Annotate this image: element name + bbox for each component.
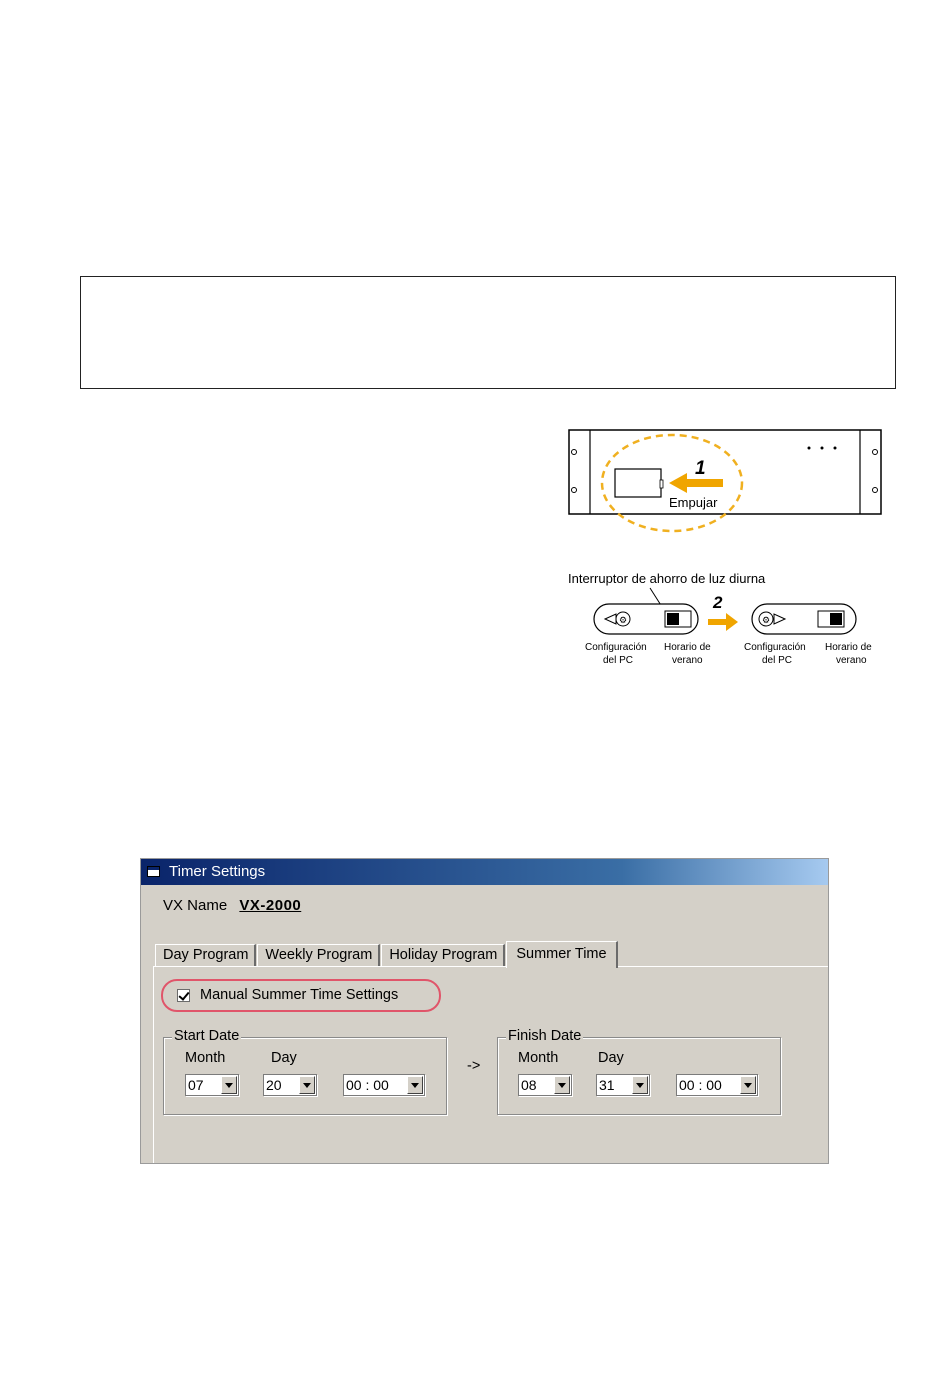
start-date-legend: Start Date bbox=[174, 1028, 240, 1044]
timer-settings-window bbox=[140, 858, 829, 1164]
finish-day-select[interactable] bbox=[596, 1074, 650, 1096]
start-day-value: 20 bbox=[266, 1077, 282, 1093]
svg-text:⚙: ⚙ bbox=[762, 615, 771, 625]
start-day-select[interactable] bbox=[263, 1074, 317, 1096]
finish-date-legend: Finish Date bbox=[508, 1028, 582, 1044]
push-label: Empujar bbox=[669, 495, 718, 510]
manual-summer-time-checkbox[interactable] bbox=[177, 989, 190, 1002]
tab-weekly-program[interactable]: Weekly Program bbox=[257, 944, 380, 967]
chevron-down-icon[interactable] bbox=[299, 1076, 315, 1094]
start-month-select[interactable] bbox=[185, 1074, 239, 1096]
finish-time-value: 00 : 00 bbox=[679, 1077, 722, 1093]
chevron-down-icon[interactable] bbox=[740, 1076, 756, 1094]
left-label-1b: Configuración bbox=[744, 642, 806, 653]
vx-name-label: VX Name bbox=[163, 897, 228, 914]
tab-summer-time[interactable]: Summer Time bbox=[506, 941, 617, 968]
right-label-2: verano bbox=[672, 655, 703, 666]
left-label-1: Configuración bbox=[585, 642, 647, 653]
left-label-2: del PC bbox=[603, 655, 634, 666]
window-icon bbox=[147, 866, 160, 877]
finish-month-select[interactable] bbox=[518, 1074, 572, 1096]
right-label-1b: Horario de bbox=[825, 642, 872, 653]
cover-panel bbox=[615, 469, 661, 497]
finish-time-select[interactable] bbox=[676, 1074, 758, 1096]
switch-title: Interruptor de ahorro de luz diurna bbox=[568, 571, 766, 586]
start-month-value: 07 bbox=[188, 1077, 204, 1093]
step-1-number: 1 bbox=[695, 458, 706, 479]
start-time-select[interactable] bbox=[343, 1074, 425, 1096]
finish-date-group bbox=[497, 1028, 781, 1115]
chevron-down-icon[interactable] bbox=[632, 1076, 648, 1094]
step-2-number: 2 bbox=[713, 593, 723, 612]
start-date-group bbox=[163, 1028, 447, 1115]
chevron-down-icon[interactable] bbox=[407, 1076, 423, 1094]
start-time-value: 00 : 00 bbox=[346, 1077, 389, 1093]
switch-figure bbox=[560, 568, 890, 678]
tab-strip bbox=[155, 943, 619, 967]
tab-holiday-program[interactable]: Holiday Program bbox=[381, 944, 505, 967]
chevron-down-icon[interactable] bbox=[554, 1076, 570, 1094]
window-title: Timer Settings bbox=[169, 863, 266, 880]
right-label-2b: verano bbox=[836, 655, 867, 666]
chevron-down-icon[interactable] bbox=[221, 1076, 237, 1094]
svg-text:⚙: ⚙ bbox=[619, 615, 628, 625]
range-arrow: -> bbox=[467, 1058, 481, 1074]
manual-highlight bbox=[161, 979, 441, 1012]
finish-day-value: 31 bbox=[599, 1077, 615, 1093]
manual-summer-time-label[interactable]: Manual Summer Time Settings bbox=[200, 987, 399, 1003]
note-box bbox=[80, 276, 896, 389]
step-arrow-icon bbox=[708, 613, 738, 631]
start-day-label: Day bbox=[271, 1050, 297, 1066]
finish-day-label: Day bbox=[598, 1050, 624, 1066]
vx-name-row bbox=[163, 897, 301, 914]
right-label-1: Horario de bbox=[664, 642, 711, 653]
finish-month-label: Month bbox=[518, 1050, 559, 1066]
vx-name-value: VX-2000 bbox=[239, 897, 302, 914]
title-bar[interactable] bbox=[141, 859, 828, 885]
finish-month-value: 08 bbox=[521, 1077, 537, 1093]
tab-day-program[interactable]: Day Program bbox=[155, 944, 256, 967]
rack-unit-figure bbox=[565, 424, 885, 536]
left-label-2b: del PC bbox=[762, 655, 793, 666]
start-month-label: Month bbox=[185, 1050, 226, 1066]
